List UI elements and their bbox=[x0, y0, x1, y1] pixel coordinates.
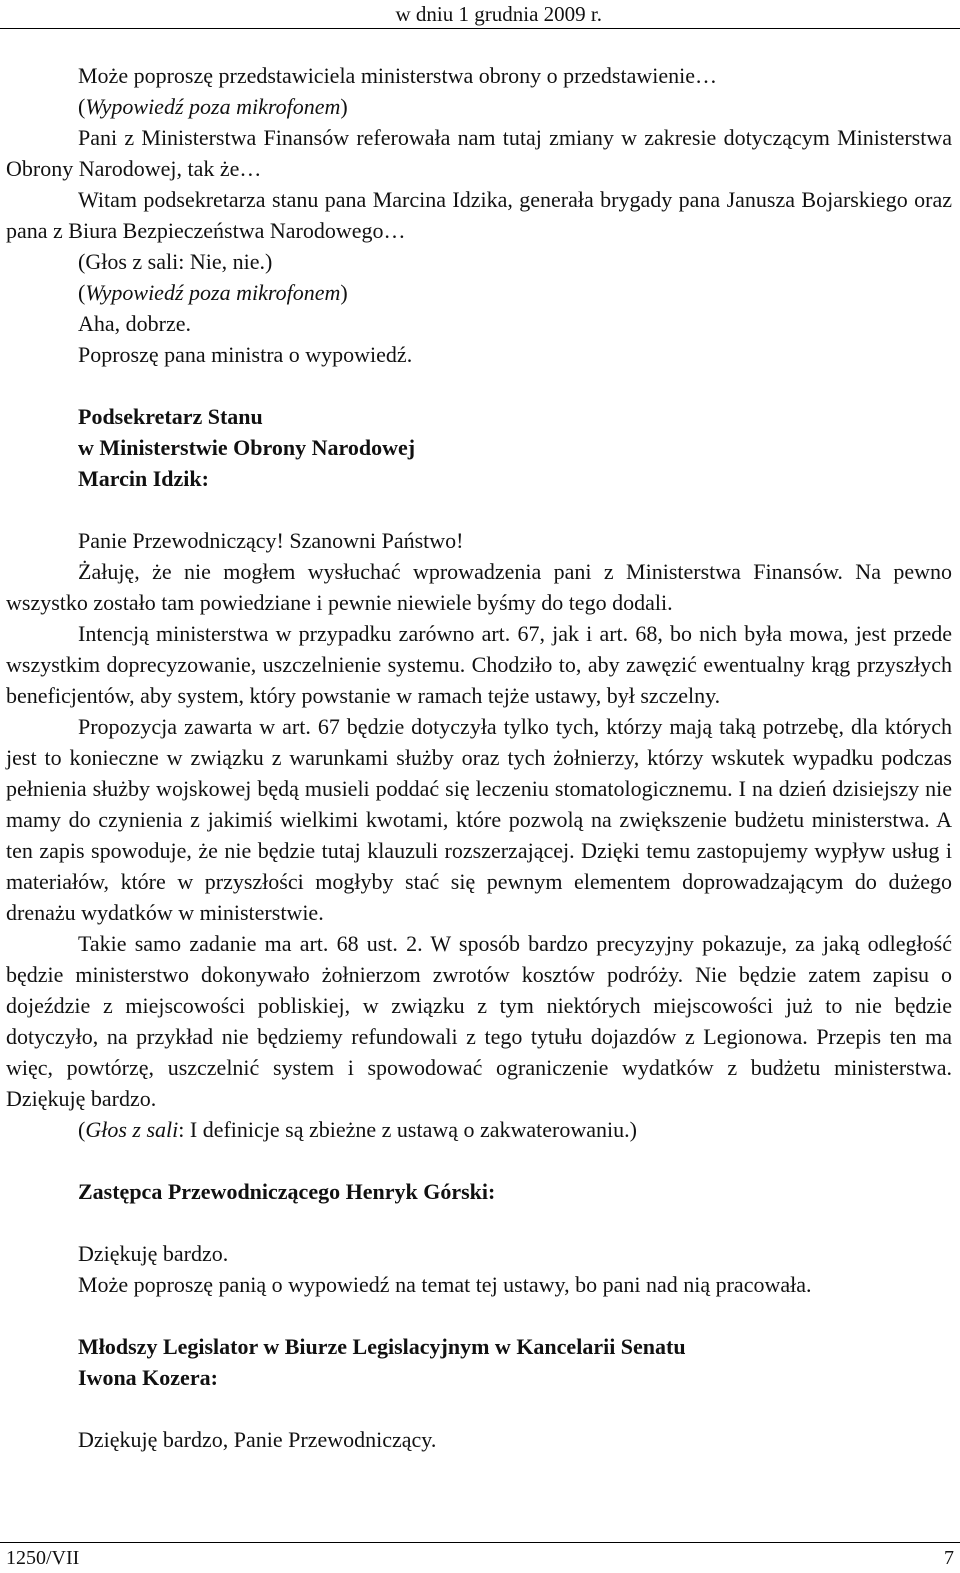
paragraph: Witam podsekretarza stanu pana Marcina Idzika, generała brygady pana Janusza Bojarskiego oraz pana z Biura Bezpieczeństwa Narodowego… bbox=[6, 187, 952, 243]
paren-open: ( bbox=[78, 1117, 86, 1142]
speaker-heading bbox=[78, 1331, 952, 1393]
spacer bbox=[6, 1145, 952, 1176]
spacer bbox=[6, 1207, 952, 1238]
paragraph: Pani z Ministerstwa Finansów referowała nam tutaj zmiany w zakresie dotyczącym Ministerstwa Obrony Narodowej, tak że… bbox=[6, 125, 952, 181]
page-header bbox=[0, 0, 960, 29]
speaker-name: Zastępca Przewodniczącego Henryk Górski: bbox=[78, 1179, 496, 1204]
page-footer bbox=[0, 1542, 960, 1573]
spacer bbox=[6, 1393, 952, 1424]
spacer bbox=[6, 1300, 952, 1331]
paragraph: Może poproszę przedstawiciela ministerstwa obrony o przedstawienie… bbox=[78, 63, 718, 88]
paren-open: ( bbox=[78, 94, 86, 119]
paragraph: Intencją ministerstwa w przypadku zarówno art. 67, jak i art. 68, bo nich była mowa, jest przede wszystkim doprecyzowanie, uszczelnienie systemu. Chodziło to, aby zawęzić ewentualny krąg przyszłych beneficjentów, aby system, który powstanie w ramach tejże ustawy, był szczelny. bbox=[6, 621, 952, 708]
session-date: w dniu 1 grudnia 2009 r. bbox=[395, 2, 602, 26]
paragraph: Propozycja zawarta w art. 67 będzie dotyczyła tylko tych, którzy mają taką potrzebę, dla których jest to konieczne w związku z warunkami służby oraz tych żołnierzy, którzy wskutek wypadku podczas pełnienia służby wojskowej będą musieli poddać się leczeniu stomatologicznemu. I na dzień dzisiejszy nie mamy do czynienia z jakimiś wielkimi kwotami, które pozwolą na zwiększenie budżetu ministerstwa. A ten zapis spowoduje, że nie będzie tutaj klauzuli rozszerzającej. Dzięki temu zastopujemy wypływ usług i materiałów, które w przyszłości mogłyby stać się pewnym elementem doprowadzającym do dużego drenażu wydatków w ministerstwie. bbox=[6, 714, 952, 925]
document-id: 1250/VII bbox=[6, 1547, 80, 1569]
transcript-body bbox=[6, 60, 952, 1455]
interjection-source: Głos z sali bbox=[85, 1117, 179, 1142]
paragraph: Może poproszę panią o wypowiedź na temat tej ustawy, bo pani nad nią pracowała. bbox=[78, 1272, 812, 1297]
stage-direction bbox=[6, 91, 952, 122]
page-number: 7 bbox=[944, 1547, 954, 1569]
spacer bbox=[6, 370, 952, 401]
speaker-heading bbox=[78, 401, 952, 494]
spacer bbox=[6, 494, 952, 525]
speaker-heading bbox=[78, 1176, 952, 1207]
speaker-name: Marcin Idzik: bbox=[78, 466, 209, 491]
speaker-title-line: Młodszy Legislator w Biurze Legislacyjnym w Kancelarii Senatu bbox=[78, 1334, 686, 1359]
stage-direction-text: Wypowiedź poza mikrofonem bbox=[85, 280, 341, 305]
speaker-title-line: Podsekretarz Stanu bbox=[78, 404, 263, 429]
paragraph: Aha, dobrze. bbox=[78, 311, 192, 336]
paragraph: Takie samo zadanie ma art. 68 ust. 2. W sposób bardzo precyzyjny pokazuje, za jaką odległość będzie ministerstwo dokonywało żołnierzom zwrotów kosztów podróży. Nie będzie zatem zapisu o dojeździe z miejscowości pobliskiej, w związku z tym niektórych miejscowości już to nie będzie dotyczyło, na przykład nie będziemy refundowali z tego tytułu dojazdów z Legionowa. Przepis ten ma więc, powtórzę, uszczelnić system i spowodować ograniczenie wydatków z budżetu ministerstwa. Dziękuję bardzo. bbox=[6, 931, 952, 1111]
speaker-name: Iwona Kozera: bbox=[78, 1365, 218, 1390]
paragraph: Żałuję, że nie mogłem wysłuchać wprowadzenia pani z Ministerstwa Finansów. Na pewno wszystko zostało tam powiedziane i pewnie niewiele byśmy do tego dodali. bbox=[6, 559, 952, 615]
paragraph: Panie Przewodniczący! Szanowni Państwo! bbox=[78, 528, 464, 553]
speaker-title-line: w Ministerstwie Obrony Narodowej bbox=[78, 435, 416, 460]
interjection bbox=[6, 1114, 952, 1145]
paren-close: ) bbox=[340, 280, 348, 305]
interjection: (Głos z sali: Nie, nie.) bbox=[78, 249, 273, 274]
paragraph: Dziękuję bardzo. bbox=[78, 1241, 229, 1266]
paragraph: Dziękuję bardzo, Panie Przewodniczący. bbox=[78, 1427, 437, 1452]
interjection-text: : I definicje są zbieżne z ustawą o zakwaterowaniu.) bbox=[178, 1117, 637, 1142]
stage-direction-text: Wypowiedź poza mikrofonem bbox=[85, 94, 341, 119]
stage-direction bbox=[6, 277, 952, 308]
paragraph: Poproszę pana ministra o wypowiedź. bbox=[78, 342, 413, 367]
paren-close: ) bbox=[340, 94, 348, 119]
paren-open: ( bbox=[78, 280, 86, 305]
